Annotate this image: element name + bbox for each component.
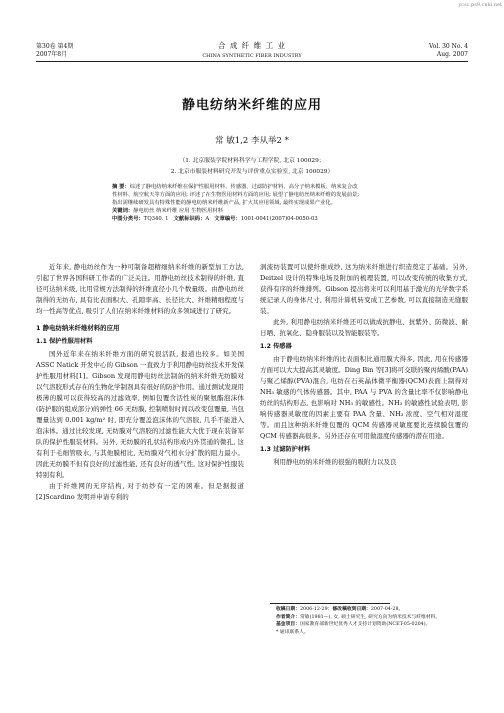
header-date: 2007年8月: [36, 51, 68, 58]
doc-code-label: 文献标识码：: [173, 216, 206, 222]
abstract-line-2: 性材料、航空航天等方面的应用; 评述了在生物医用材料方面的应用; 展望了静电纺丝纳米纤维的发展前景;: [112, 192, 360, 198]
header-date-en: Aug. 2007: [436, 51, 468, 58]
author-bio: 常敏(1981—), 女, 硕士研究生, 研究方向为纳米技术与纤维材料。: [300, 614, 441, 620]
corresponding-author: * 通讯联系人。: [276, 629, 309, 635]
abstract: [112, 183, 402, 223]
abstract-label: 摘 要：: [112, 184, 130, 190]
right-column: [260, 262, 468, 468]
revised-date: 2007-04-28。: [370, 607, 404, 612]
section-1-2-heading: 1.2 传感器: [260, 343, 292, 350]
filter-paragraph: 利用静电纺纳米纤维的很强的吸附力以及良: [273, 458, 397, 466]
footnote: [276, 606, 468, 636]
doc-code: A: [205, 216, 210, 222]
article-number: 1001-0041(2007)04-0050-03: [240, 216, 318, 222]
header-volume: 第30卷 第4期: [36, 43, 74, 50]
article-number-label: 文章编号：: [214, 216, 241, 222]
abstract-line-3: 指出需继续研发具有特殊性能的静电纺纳米纤维新产品, 扩大其应用领域, 最终实现成果产业化。: [112, 200, 336, 206]
affiliation-1: （1. 北京服装学院材料科学与工程学院, 北京 100029；: [179, 158, 325, 164]
funding-label: 基金项目：: [276, 621, 300, 627]
intro-paragraph: 近年来, 静电纺丝作为一种可制备超精细纳米纤维的新型加工方法, 引起了世界各国科研工作者的广泛关注。用静电纺丝技术制得的纤维, 直径可达纳米级, 比用常规方法制得的纤维直径小几个数量级。由静电纺丝制得的无纺布, 具有比表面积大、孔隙率高、长径比大、纤维精细程度与均一性高等优点, 吸引了人们在纳米纤维材料的众多领域进行了研究。: [36, 263, 244, 315]
paper-title: 静电纺纳米纤维的应用: [181, 98, 322, 113]
clc-label: 中图分类号：: [112, 216, 144, 222]
other-garments-paragraph: 此外, 利用静电纺纳米纤维还可以做成抗静电、抗紫外、防微波、耐日晒、抗氧化、隐身服装以及智能服装等。: [260, 318, 468, 337]
keywords: 静电纺丝 纳米纤维 应用 生物医用材料: [133, 208, 224, 214]
spinning-paragraph: 由于纤维网的无序结构, 对于纺纱有一定的困难。但是据报道[2]Scardino 发明并申请专利的: [36, 482, 244, 501]
section-1-3-heading: 1.3 过滤防护材料: [260, 446, 311, 453]
protective-clothing-paragraph: 国外近年来在纳米纤维方面的研究很活跃, 报道也较多。如美国 ASSC Natick 开发中心的 Gibson 一直致力于利用静电纺丝技术开发保护性服用材料[1]。Gibson 发现用静电纺丝法制备的纳米纤维无纺膜对以气溶胶形式存在的生物化学制剂具有很好的防护作用。通过测试发现用极薄的膜可以获得较高的过滤效率, 例如包覆含活性炭的聚氨酯泡沫体(防护服的组成部分)的弹性 66 无纺膜, 控制喷射时间以改变包覆量, 当包覆量达到 0.001 kg/m² 时, 即充分覆盖泡沫体的气溶胶, 几乎不能进入泡沫体。通过比较发现, 无纺膜对气溶胶的过滤性能大大优于现在装备军队的保护性服装材料。另外, 无纺膜的孔状结构形成内外贯通的微孔, 这有利于毛细管吸水, 与其他膜相比, 无纺膜对气相水分扩散的阻力最小。因此无纺膜不但有良好的过滤性能, 还有良好的透气性, 这对保护性服装特别有利。: [36, 350, 244, 479]
journal-name: 合 成 纤 维 工 业: [218, 41, 286, 50]
section-1-heading: 1 静电纺纳米纤维材料的应用: [36, 324, 120, 332]
section-1-1-heading: 1.1 保护性服用材料: [36, 338, 93, 345]
continued-paragraph: 涡流纺装置可以使纤维成纱, 这为纳米纤维进行织造奠定了基础。另外, Deitzel 设计的特殊电场及附加的梳理装置, 可以改变传统的收集方式, 获得有序的纤维排列。Gibson 提出将来可以利用基于激光的光学数字系统记录人的身体尺寸, 利用计算机转变成工艺参数, 可以直接制造无缝服装。: [260, 263, 468, 315]
received-date: 2006-12-29；: [300, 607, 333, 612]
authors: 常 敏1,2 李从举2 *: [215, 136, 289, 146]
footnote-rule: [270, 603, 390, 604]
keywords-label: 关键词：: [112, 208, 134, 214]
watermark: ycsc.ps9.cnki.net: [458, 2, 502, 8]
affiliation-2: 2. 北京市服装材料研究开发与评价重点实验室, 北京 100029）: [170, 169, 334, 175]
clc-number: TQ340. 1: [143, 216, 169, 222]
sensor-paragraph: 由于静电纺纳米纤维的比表面积比通用膜大得多, 因此, 用在传感器方面可以大大提高其灵敏度。Ding Bin 等[3]将可交联的聚丙烯酸(PAA)与聚乙烯醇(PVA)混合, 电纺在石英晶体微平衡器(QCM)表面上制得对 NH₃ 敏感的气体传感器。其中, PAA 与 PVA 的含量比率不仅影响静电纺丝的结构形态, 也影响对 NH₃ 的敏感性。NH₃ 的敏感性试验表明, 影响传感器灵敏度的因素主要有 PAA 含量、NH₃ 浓度、空气相对湿度等。而且这种纳米纤维包覆的 QCM 传感器灵敏度要比连续膜包覆的 QCM 传感器高很多。另外还存在可用做湿度传感器的潜在用途。: [260, 355, 468, 440]
left-column: [36, 262, 244, 503]
funding: 国家教育部新世纪优秀人才支持计划资助(NCET-05-0204)。: [300, 622, 431, 627]
received-label: 收稿日期：: [276, 606, 300, 612]
journal-name-english: CHINA SYNTHETIC FIBER INDUSTRY: [202, 53, 302, 59]
author-bio-label: 作者简介：: [276, 613, 300, 620]
revised-label: 修改稿收到日期：: [332, 606, 371, 612]
abstract-line-1: 综述了静电纺纳米纤维在保护性服用材料、传感器、过滤防护材料、高分子纳米模板、纳米复合改: [129, 184, 358, 190]
header-rule: [36, 61, 468, 62]
header-volume-en: Vol. 30 No. 4: [428, 43, 468, 50]
